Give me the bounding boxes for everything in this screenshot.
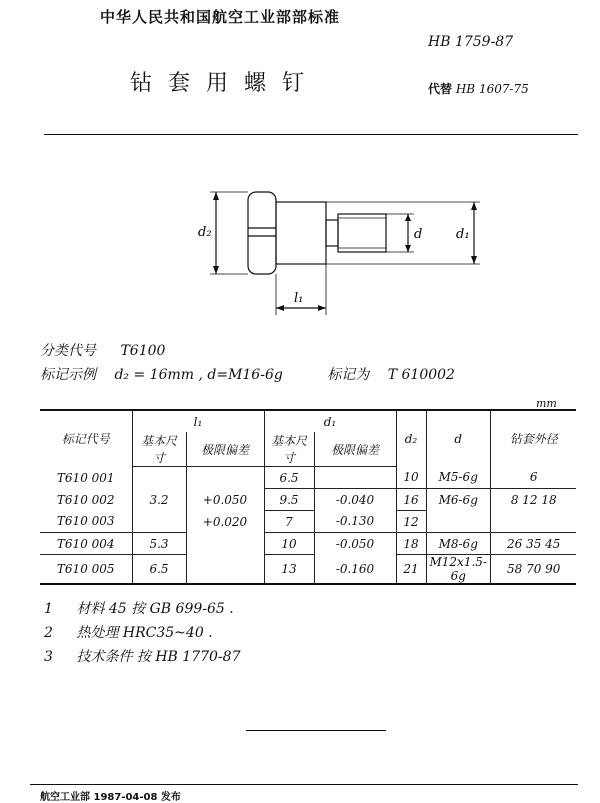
cell-l1-basic (132, 467, 186, 489)
cell-sleeve: 26 35 45 (490, 533, 576, 555)
cell-d1-basic: 10 (264, 533, 314, 555)
end-rule (246, 730, 386, 731)
screw-head (248, 192, 276, 274)
cell-code: T610 004 (40, 533, 132, 555)
cell-sleeve: 58 70 90 (490, 555, 576, 585)
cell-code: T610 003 (40, 511, 132, 533)
cell-l1-basic: 6.5 (132, 555, 186, 585)
document-title: 钻套用螺钉 (130, 71, 321, 96)
cell-l1-deviation (186, 555, 264, 585)
cell-d1-deviation: -0.040 (314, 489, 396, 511)
table-row (40, 533, 576, 555)
cell-d1-basic: 7 (264, 511, 314, 533)
header-d2: d₂ (396, 410, 426, 467)
class-code-value: T6100 (120, 343, 166, 359)
class-code-label: 分类代号 (40, 343, 96, 359)
cell-sleeve: 8 12 18 (490, 489, 576, 511)
header-d: d (426, 410, 490, 467)
standard-number: HB 1759-87 (428, 34, 514, 50)
label-l1: l₁ (294, 291, 304, 306)
cell-d: M12x1.5-6g (426, 555, 490, 585)
table-row (40, 555, 576, 585)
note-text: 材料 45 按 GB 699-65 . (76, 601, 234, 617)
cell-d1-deviation: -0.130 (314, 511, 396, 533)
cell-d2: 21 (396, 555, 426, 585)
cell-d1-basic: 13 (264, 555, 314, 585)
header-l1: l₁ (132, 410, 264, 432)
cell-d1-deviation (314, 467, 396, 489)
note-item (44, 646, 240, 666)
marking-example (40, 364, 469, 384)
cell-d1-deviation: -0.160 (314, 555, 396, 585)
cell-sleeve: 6 (490, 467, 576, 489)
cell-d2: 12 (396, 511, 426, 533)
cell-d2: 16 (396, 489, 426, 511)
screw-drawing (190, 170, 490, 320)
cell-l1-deviation: +0.050 (186, 489, 264, 511)
cell-l1-basic: 3.2 (132, 489, 186, 511)
note-number: 2 (44, 625, 53, 641)
cell-d: M8-6g (426, 533, 490, 555)
header-l1-basic: 基本尺寸 (132, 432, 186, 467)
footer-text: 航空工业部 1987-04-08 发布 (40, 792, 181, 803)
cell-d2: 18 (396, 533, 426, 555)
unit-label: mm (536, 397, 557, 410)
header-d1-deviation: 极限偏差 (314, 432, 396, 467)
marking-example-value: d₂ = 16mm , d=M16-6g (114, 367, 283, 383)
note-text: 技术条件 按 HB 1770-87 (76, 649, 241, 665)
spec-table (40, 409, 576, 585)
cell-d1-basic: 6.5 (264, 467, 314, 489)
screw-shank (276, 202, 326, 264)
cell-l1-deviation: +0.020 (186, 511, 264, 533)
cell-sleeve (490, 511, 576, 533)
label-d2: d₂ (198, 225, 212, 240)
header-l1-deviation: 极限偏差 (186, 432, 264, 467)
marking-label: 标记示例 (40, 367, 96, 383)
header-sleeve-diameter: 钻套外径 (490, 410, 576, 467)
label-d: d (414, 227, 423, 242)
replaces-value: HB 1607-75 (455, 82, 529, 96)
cell-d1-deviation: -0.050 (314, 533, 396, 555)
replaces-label: 代替 (428, 82, 453, 96)
cell-d: M5-6g (426, 467, 490, 489)
label-d1: d₁ (456, 227, 470, 242)
issuing-organization: 中华人民共和国航空工业部部标准 (100, 8, 341, 26)
cell-d1-basic: 9.5 (264, 489, 314, 511)
cell-d: M6-6g (426, 489, 490, 511)
cell-code: T610 002 (40, 489, 132, 511)
footer-rule (30, 784, 578, 785)
note-number: 1 (44, 601, 53, 617)
cell-l1-deviation (186, 467, 264, 489)
replaces-standard (428, 80, 529, 97)
table-row (40, 511, 576, 533)
screw-thread (338, 214, 386, 252)
note-item (44, 598, 234, 618)
header-d1-basic: 基本尺寸 (264, 432, 314, 467)
classification-code (40, 340, 165, 360)
note-item (44, 622, 213, 642)
table-row (40, 467, 576, 489)
screw-neck (326, 220, 338, 246)
marking-result-label: 标记为 (327, 367, 370, 383)
table-row (40, 489, 576, 511)
cell-code: T610 001 (40, 467, 132, 489)
note-number: 3 (44, 649, 53, 665)
header-code: 标记代号 (40, 410, 132, 467)
cell-l1-basic: 5.3 (132, 533, 186, 555)
note-text: 热处理 HRC35~40 . (76, 625, 213, 641)
cell-d2: 10 (396, 467, 426, 489)
cell-l1-deviation (186, 533, 264, 555)
marking-result-value: T 610002 (387, 367, 455, 383)
cell-d (426, 511, 490, 533)
cell-code: T610 005 (40, 555, 132, 585)
header-rule (44, 134, 578, 135)
header-d1: d₁ (264, 410, 396, 432)
cell-l1-basic (132, 511, 186, 533)
